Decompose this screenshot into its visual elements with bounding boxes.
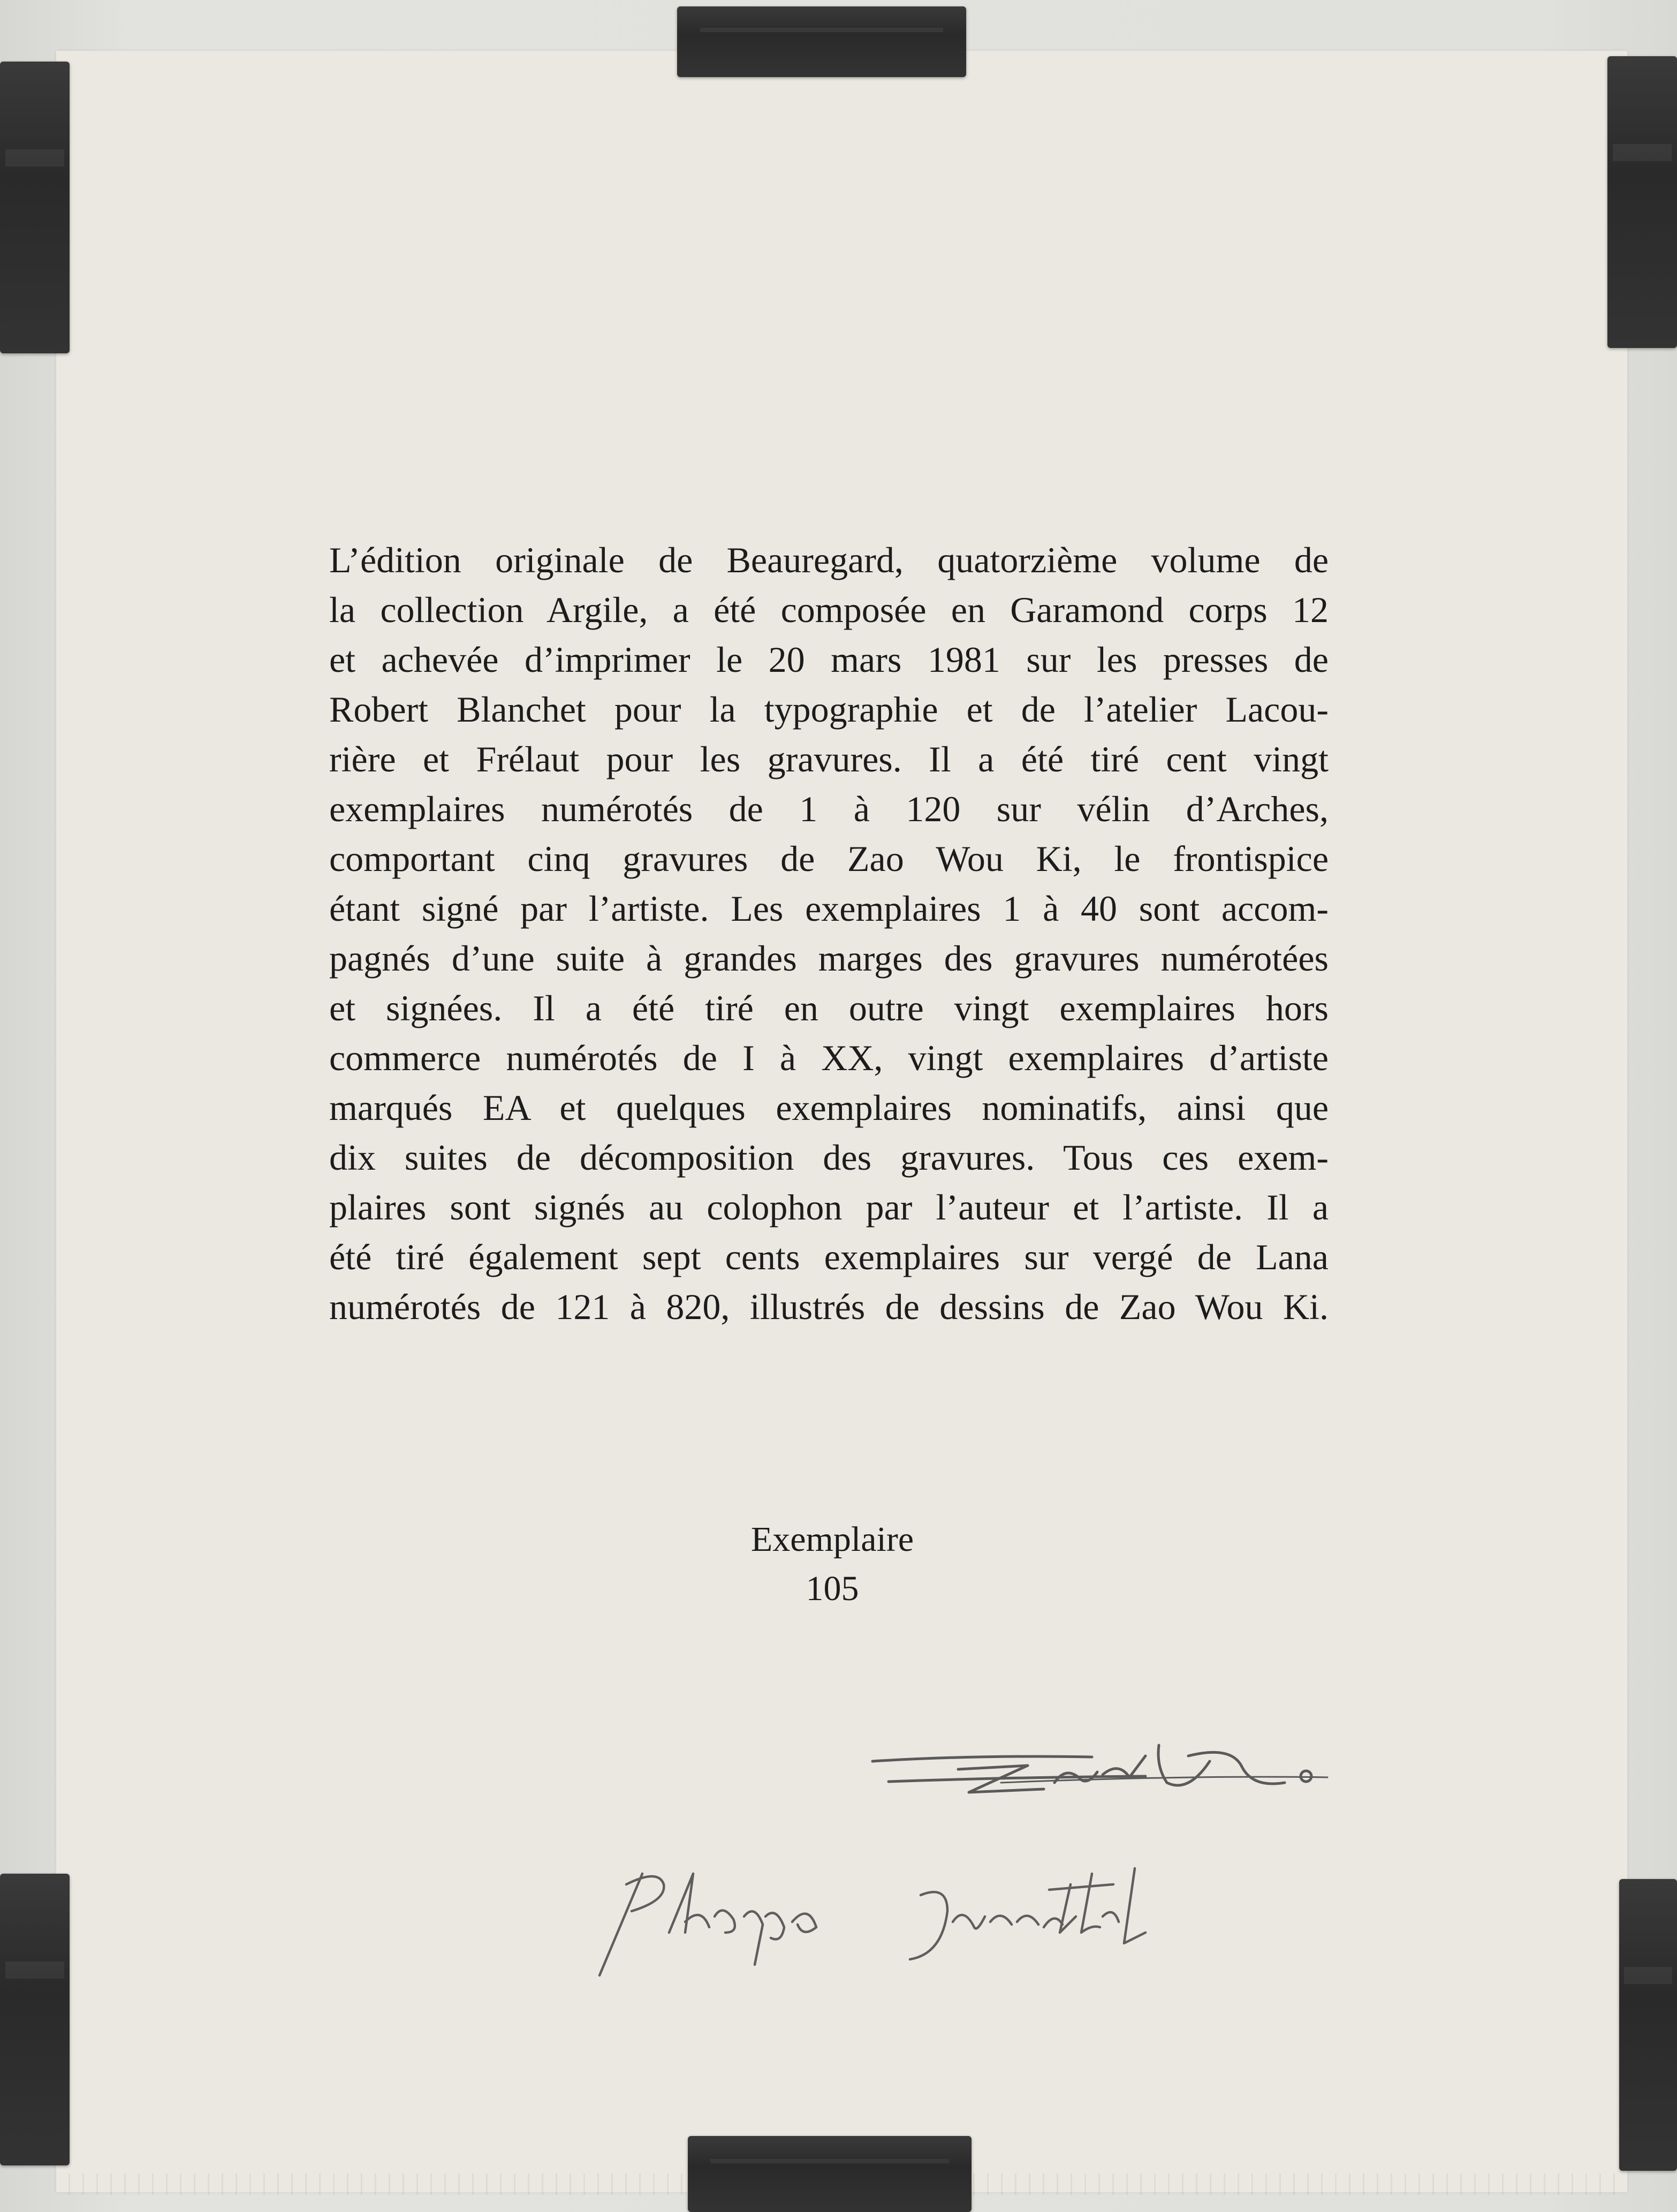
colophon-line: été tiré également sept cents exemplaires sur vergé de Lana (329, 1237, 1329, 1277)
colophon-line: dix suites de décomposition des gravures. Tous ces exem- (329, 1137, 1329, 1178)
colophon-line: rière et Frélaut pour les gravures. Il a été tiré cent vingt (329, 739, 1329, 779)
magnet-clip-right-bottom (1619, 1879, 1677, 2171)
colophon-line: comportant cinq gravures de Zao Wou Ki, le frontispice (329, 838, 1329, 879)
magnet-clip-left-bottom (0, 1874, 70, 2165)
magnet-clip-left-top (0, 62, 70, 353)
colophon-line: pagnés d’une suite à grandes marges des gravures numérotées (329, 938, 1329, 979)
magnet-clip-bottom (688, 2136, 972, 2212)
copy-number-block (669, 1515, 996, 1613)
magnet-clip-top (677, 6, 966, 77)
author-signature (578, 1852, 1247, 1981)
colophon-line: plaires sont signés au colophon par l’auteur et l’artiste. Il a (329, 1187, 1329, 1228)
colophon-text (329, 535, 1329, 1332)
copy-label: Exemplaire (750, 1520, 914, 1559)
copy-number: 105 (806, 1569, 859, 1608)
colophon-line: et achevée d’imprimer le 20 mars 1981 sur les presses de (329, 639, 1329, 680)
colophon-line: et signées. Il a été tiré en outre vingt exemplaires hors (329, 988, 1329, 1028)
magnet-clip-right-top (1607, 56, 1677, 348)
colophon-line: Robert Blanchet pour la typographie et de l’atelier Lacou- (329, 689, 1329, 730)
artist-signature (867, 1724, 1338, 1815)
colophon-line: étant signé par l’artiste. Les exemplaires 1 à 40 sont accom- (329, 888, 1329, 929)
colophon-line: marqués EA et quelques exemplaires nominatifs, ainsi que (329, 1087, 1329, 1128)
colophon-line: commerce numérotés de I à XX, vingt exemplaires d’artiste (329, 1037, 1329, 1078)
colophon-line: la collection Argile, a été composée en Garamond corps 12 (329, 589, 1329, 630)
colophon-line: numérotés de 121 à 820, illustrés de dessins de Zao Wou Ki. (329, 1286, 1329, 1327)
colophon-line: L’édition originale de Beauregard, quatorzième volume de (329, 540, 1329, 580)
colophon-line: exemplaires numérotés de 1 à 120 sur vélin d’Arches, (329, 789, 1329, 829)
